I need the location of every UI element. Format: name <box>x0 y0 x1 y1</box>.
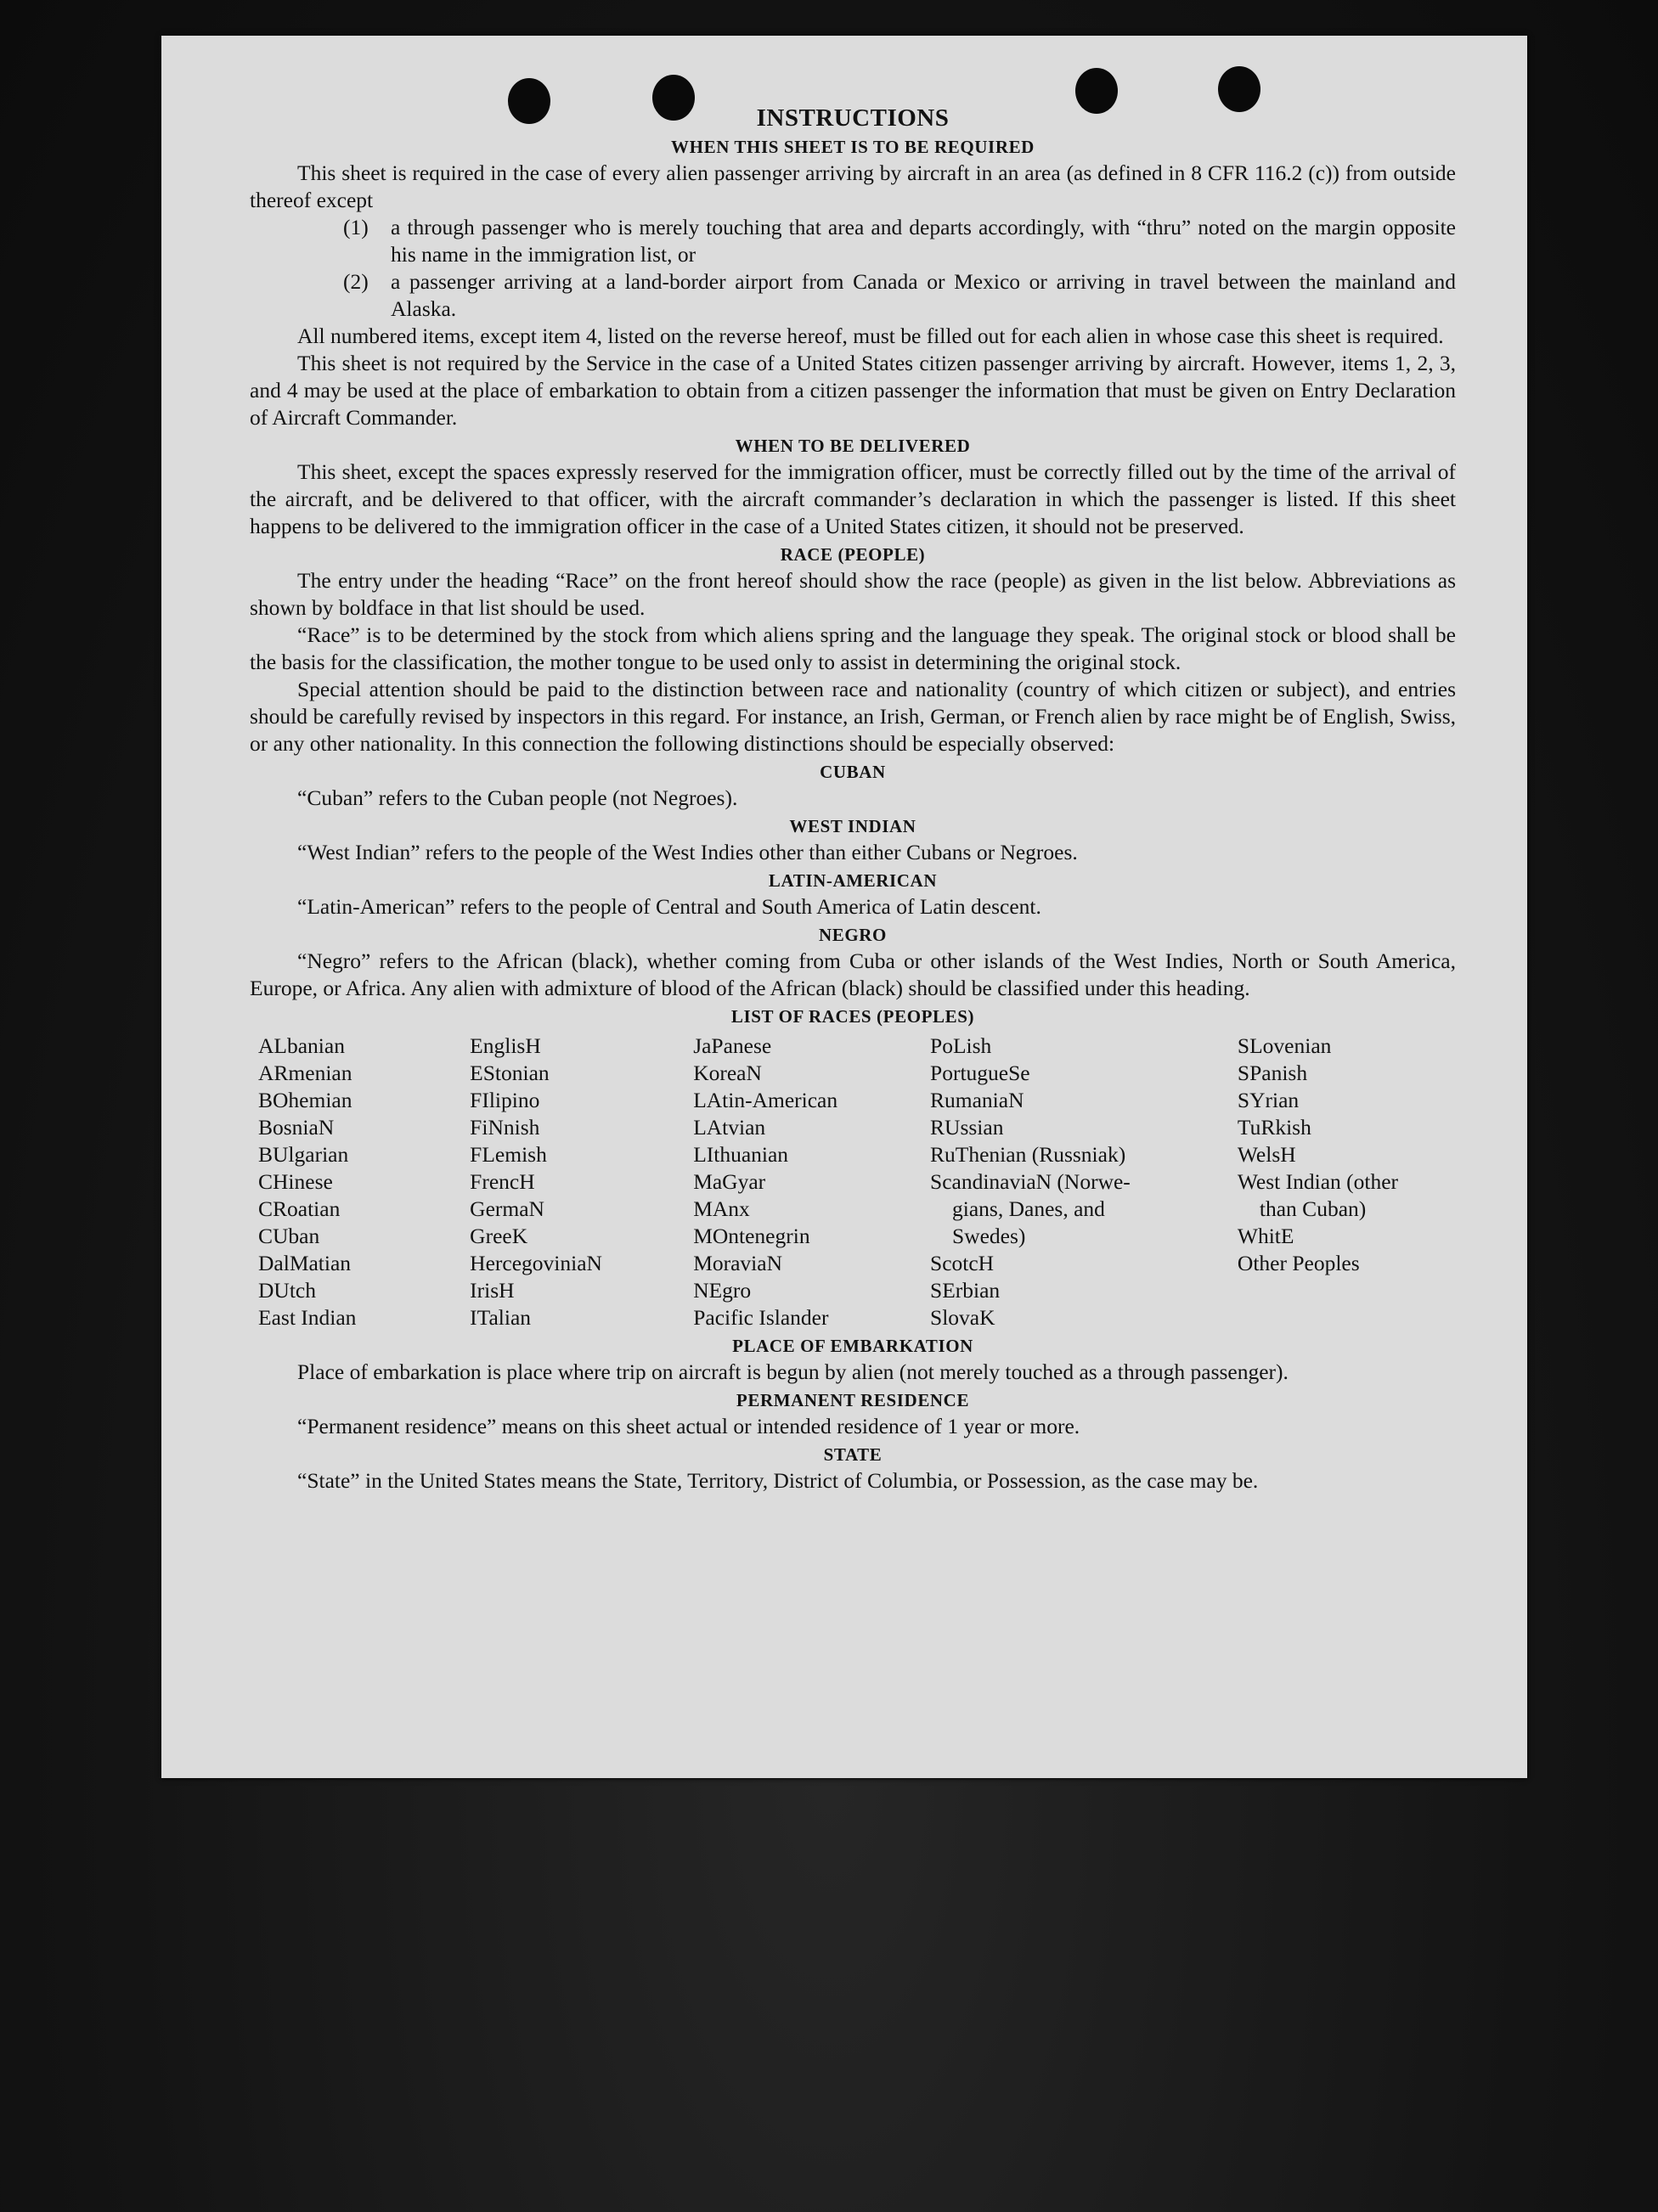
page-title: INSTRUCTIONS <box>756 104 950 132</box>
race-item: SLovenian <box>1237 1033 1332 1058</box>
race-list <box>258 1033 1456 1331</box>
section-heading-when-required: WHEN THIS SHEET IS TO BE REQUIRED <box>671 137 1035 157</box>
instructions-content <box>250 104 1456 1494</box>
race-item: LIthuanian <box>693 1142 789 1167</box>
section-heading-latin-american: LATIN-AMERICAN <box>768 870 938 891</box>
race-item: East Indian <box>258 1305 357 1330</box>
race-item: ScandinaviaN (Norwe- <box>930 1169 1131 1194</box>
race-item: JaPanese <box>693 1033 772 1058</box>
race-item: FrencH <box>470 1169 535 1194</box>
paragraph: This sheet, except the spaces expressly reserved for the immigration officer, must be correctly filled out by the time of the arrival of the aircraft, and be delivered to that officer, with the aircraft commander’s declaration in which the passenger is listed. If this sheet happens to be delivered to the immigration officer in the case of a United States citizen, it should not be preserved. <box>250 459 1456 538</box>
section-heading-list-of-races: LIST OF RACES (PEOPLES) <box>730 1006 975 1027</box>
instruction-sheet <box>161 36 1527 1778</box>
race-item: MOntenegrin <box>693 1224 810 1248</box>
race-item: WhitE <box>1237 1224 1294 1248</box>
race-item: DalMatian <box>258 1251 352 1275</box>
section-heading-race: RACE (PEOPLE) <box>780 544 926 565</box>
numbered-item <box>343 214 1456 268</box>
race-column <box>258 1033 470 1331</box>
paragraph: “State” in the United States means the State, Territory, District of Columbia, or Possession, as the case may be. <box>297 1468 1259 1493</box>
race-item: DUtch <box>258 1278 316 1303</box>
numbered-item <box>343 268 1456 323</box>
item-text: a through passenger who is merely touching that area and departs accordingly, with “thru” noted on the margin opposite his name in the immigration list, or <box>391 215 1456 267</box>
race-item: Pacific Islander <box>693 1305 829 1330</box>
section-heading-cuban: CUBAN <box>820 762 886 782</box>
race-item: GreeK <box>470 1224 528 1248</box>
race-item: FIlipino <box>470 1088 540 1112</box>
paragraph: This sheet is not required by the Service in the case of a United States citizen passenger arriving by aircraft. However, items 1, 2, 3, and 4 may be used at the place of embarkation to obtain from a citizen passenger the information that must be given on Entry Declaration of Aircraft Commander. <box>250 351 1456 430</box>
race-item: CHinese <box>258 1169 333 1194</box>
race-column <box>470 1033 693 1331</box>
paragraph: This sheet is required in the case of every alien passenger arriving by aircraft in an area (as defined in 8 CFR 116.2 (c)) from outside thereof except <box>250 160 1456 212</box>
race-item: LAtin-American <box>693 1088 838 1112</box>
race-item: RumaniaN <box>930 1088 1024 1112</box>
section-heading-residence: PERMANENT RESIDENCE <box>736 1390 970 1410</box>
paragraph: “Latin-American” refers to the people of Central and South America of Latin descent. <box>297 894 1041 919</box>
paragraph: “Negro” refers to the African (black), whether coming from Cuba or other islands of the West Indies, North or South America, Europe, or Africa. Any alien with admixture of blood of the African (black) should be classified under this heading. <box>250 948 1456 1000</box>
item-number: (1) <box>343 215 369 239</box>
race-item: SErbian <box>930 1278 1001 1303</box>
race-column <box>930 1033 1238 1331</box>
race-item: Swedes) <box>952 1224 1026 1248</box>
race-item: GermaN <box>470 1196 544 1221</box>
race-item: RuThenian (Russniak) <box>930 1142 1126 1167</box>
race-column <box>693 1033 930 1331</box>
race-item: LAtvian <box>693 1115 766 1140</box>
race-item: Other Peoples <box>1237 1251 1360 1275</box>
section-heading-west-indian: WEST INDIAN <box>789 816 916 836</box>
race-item: BOhemian <box>258 1088 352 1112</box>
race-item: BosniaN <box>258 1115 335 1140</box>
race-item: EStonian <box>470 1061 550 1085</box>
race-item: NEgro <box>693 1278 752 1303</box>
race-item: MAnx <box>693 1196 750 1221</box>
paragraph: “Race” is to be determined by the stock from which aliens spring and the language they speak. The original stock or blood shall be the basis for the classification, the mother tongue to be used only to assist in determining the original stock. <box>250 622 1456 674</box>
race-item: RUssian <box>930 1115 1004 1140</box>
race-item: FiNnish <box>470 1115 540 1140</box>
paragraph: All numbered items, except item 4, listed on the reverse hereof, must be filled out for each alien in whose case this sheet is required. <box>297 324 1444 348</box>
race-item: CUban <box>258 1224 320 1248</box>
race-item: SlovaK <box>930 1305 995 1330</box>
race-item: than Cuban) <box>1259 1196 1367 1221</box>
section-heading-negro: NEGRO <box>818 925 887 945</box>
section-heading-when-delivered: WHEN TO BE DELIVERED <box>735 436 971 456</box>
paragraph: “Cuban” refers to the Cuban people (not Negroes). <box>297 785 738 810</box>
race-item: gians, Danes, and <box>952 1196 1105 1221</box>
race-column <box>1238 1033 1456 1331</box>
item-number: (2) <box>343 269 369 294</box>
race-item: WelsH <box>1237 1142 1296 1167</box>
section-heading-embarkation: PLACE OF EMBARKATION <box>732 1336 973 1356</box>
race-item: SPanish <box>1237 1061 1308 1085</box>
paragraph: “West Indian” refers to the people of the West Indies other than either Cubans or Negroes. <box>297 840 1078 864</box>
section-heading-state: STATE <box>823 1444 883 1465</box>
race-item: ITalian <box>470 1305 532 1330</box>
race-item: MaGyar <box>693 1169 766 1194</box>
race-item: IrisH <box>470 1278 515 1303</box>
race-item: HercegoviniaN <box>470 1251 602 1275</box>
race-item: West Indian (other <box>1237 1169 1399 1194</box>
race-item: ScotcH <box>930 1251 995 1275</box>
paragraph: Special attention should be paid to the distinction between race and nationality (country of which citizen or subject), and entries should be carefully revised by inspectors in this regard. For instance, an Irish, German, or French alien by race might be of English, Swiss, or any other nationality. In this connection the following distinctions should be especially observed: <box>250 677 1456 756</box>
race-item: BUlgarian <box>258 1142 349 1167</box>
race-item: PoLish <box>930 1033 992 1058</box>
race-item: CRoatian <box>258 1196 341 1221</box>
item-text: a passenger arriving at a land-border airport from Canada or Mexico or arriving in travel between the mainland and Alaska. <box>391 269 1456 321</box>
race-item: EnglisH <box>470 1033 541 1058</box>
race-item: KoreaN <box>693 1061 762 1085</box>
paragraph: The entry under the heading “Race” on the front hereof should show the race (people) as given in the list below. Abbreviations as shown by boldface in that list should be used. <box>250 568 1456 620</box>
race-item: FLemish <box>470 1142 547 1167</box>
race-item: ARmenian <box>258 1061 352 1085</box>
race-item: SYrian <box>1237 1088 1300 1112</box>
race-item: MoraviaN <box>693 1251 782 1275</box>
paragraph: “Permanent residence” means on this sheet actual or intended residence of 1 year or more. <box>297 1414 1080 1438</box>
paragraph: Place of embarkation is place where trip on aircraft is begun by alien (not merely touched as a through passenger). <box>297 1359 1289 1384</box>
race-item: TuRkish <box>1237 1115 1311 1140</box>
race-item: PortugueSe <box>930 1061 1030 1085</box>
race-item: ALbanian <box>258 1033 345 1058</box>
